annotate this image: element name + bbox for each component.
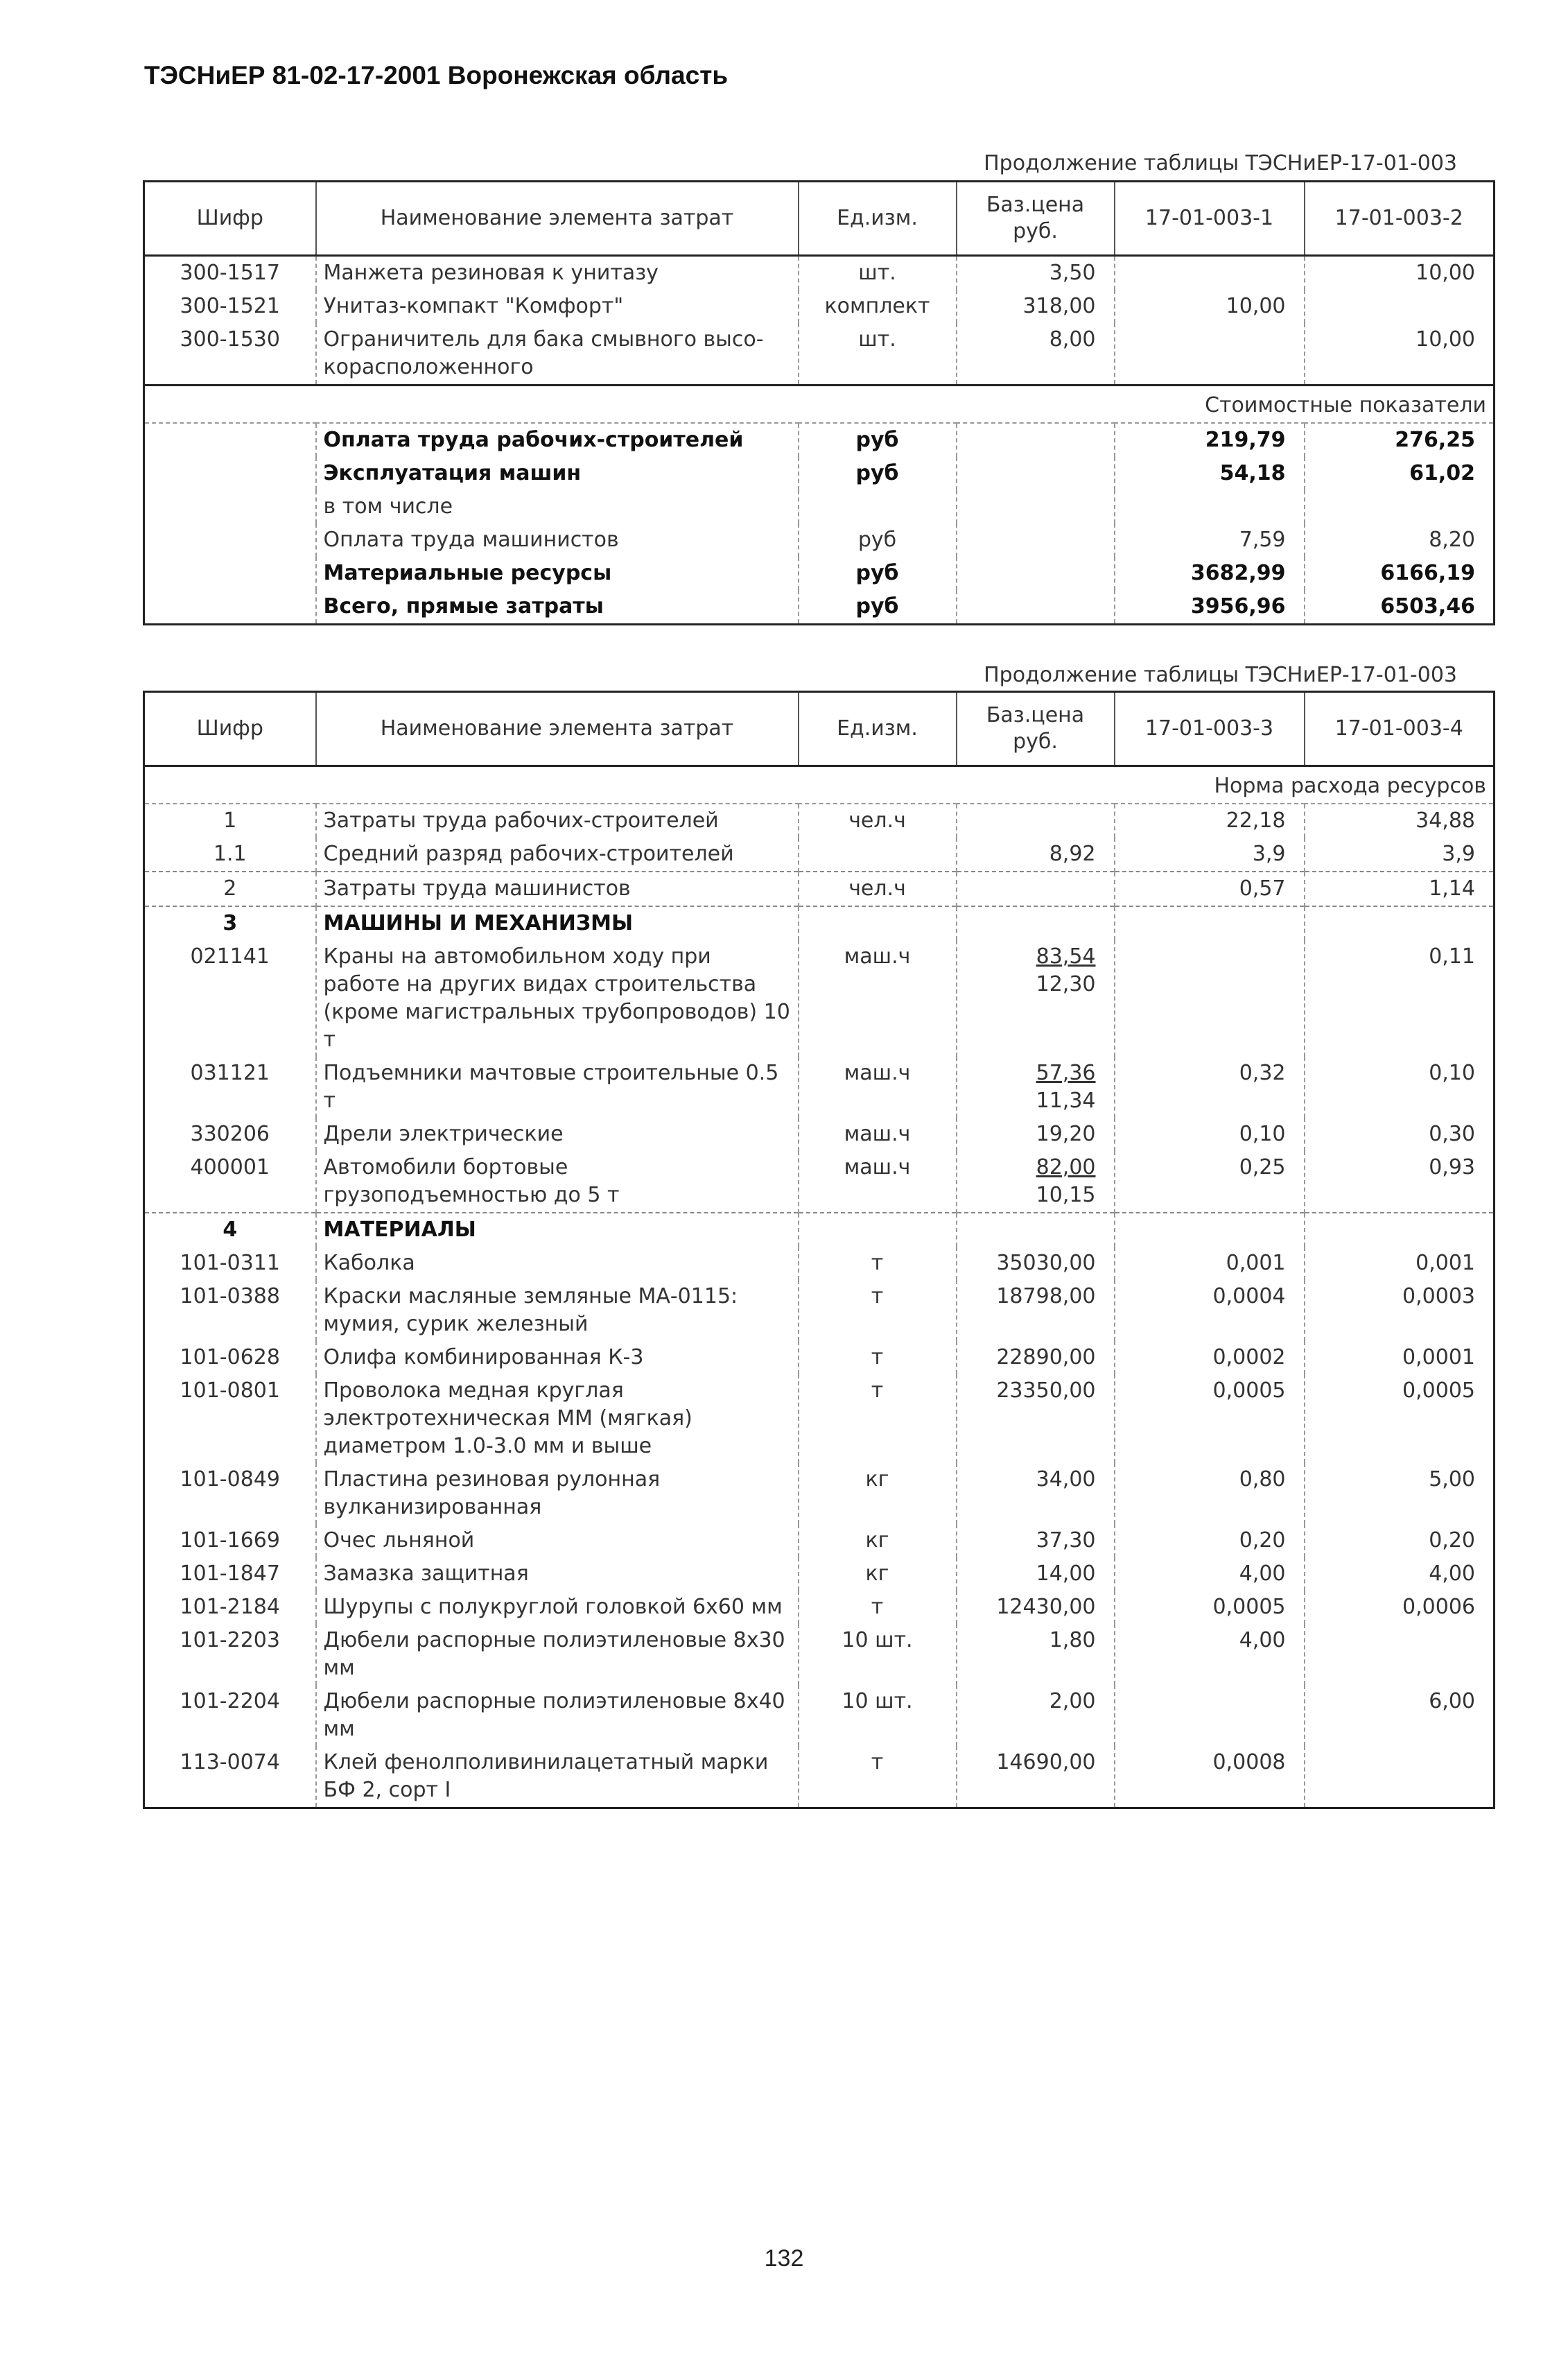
cost-price [957,423,1115,457]
table2 [143,691,1495,1809]
machine-price-labor: 10,15 [1036,1183,1096,1207]
norm-value-2: 4,00 [1305,1557,1495,1591]
material-row [144,1557,1495,1591]
material-name: Дюбели распорные полиэтиленовые 8х30 мм [316,1624,799,1685]
norm-value-1 [1115,323,1305,386]
cost-value-1: 7,59 [1115,524,1305,557]
norm-value-1 [1115,940,1305,1057]
column-header: Шифр [144,182,316,256]
base-price: 37,30 [957,1524,1115,1557]
base-price: 8,00 [957,323,1115,386]
material-code: 101-0849 [180,1467,280,1491]
norm-value-1: 4,00 [1115,1557,1305,1591]
cost-value-1: 219,79 [1115,423,1305,457]
base-price: 34,00 [957,1463,1115,1524]
cost-price [957,590,1115,625]
cost-price [957,490,1115,524]
group-spacer [957,1213,1115,1247]
labor-unit [799,838,957,872]
group-spacer [1305,906,1495,940]
machine-row [144,1057,1495,1118]
cost-row [144,490,1495,524]
material-name: Пластина резиновая рулонная вулканизированная [316,1463,799,1524]
cost-spacer [144,524,316,557]
material-name: Олифа комбинированная К-3 [316,1341,799,1374]
base-price: 2,00 [957,1685,1115,1746]
material-code: 101-1847 [180,1562,280,1586]
group-spacer [1115,1213,1305,1247]
material-row [144,1591,1495,1624]
cost-row [144,557,1495,590]
norm-value-2: 0,0003 [1305,1280,1495,1341]
norm-value-2: 0,93 [1305,1151,1495,1213]
norm-value-2: 34,88 [1305,804,1495,838]
cost-name: в том числе [316,490,799,524]
norm-value-2: 0,0001 [1305,1341,1495,1374]
material-row [144,1624,1495,1685]
norm-value-1: 0,0004 [1115,1280,1305,1341]
cost-price [957,524,1115,557]
material-name: Замазка защитная [316,1557,799,1591]
machine-price-total: 57,36 [1036,1061,1096,1085]
norm-value-1 [1115,256,1305,291]
cost-row [144,524,1495,557]
machine-price-labor: 12,30 [1036,972,1096,996]
material-code: 101-2204 [180,1689,280,1713]
cost-name: Оплата труда рабочих-строителей [316,423,799,457]
norm-value-2: 0,001 [1305,1247,1495,1280]
group-header-row [144,1213,1495,1247]
base-price: 3,50 [957,256,1115,291]
material-unit: 10 шт. [799,1624,957,1685]
cost-row [144,590,1495,625]
material-row [144,1746,1495,1808]
column-header: Баз.цена руб. [957,692,1115,766]
cost-spacer [144,590,316,625]
material-code: 101-0801 [180,1378,280,1403]
cost-unit [799,490,957,524]
resource-row [144,256,1495,291]
labor-row [144,804,1495,838]
resource-name: Унитаз-компакт "Комфорт" [316,290,799,323]
cost-spacer [144,423,316,457]
norm-value-2: 0,0006 [1305,1591,1495,1624]
group-header-row [144,906,1495,940]
column-header: Ед.изм. [799,692,957,766]
resource-code: 300-1517 [180,261,280,285]
section-label: Норма расхода ресурсов [144,766,1495,804]
material-name: Дюбели распорные полиэтиленовые 8х40 мм [316,1685,799,1746]
machine-unit: маш.ч [799,1118,957,1151]
machine-code: 021141 [190,944,270,969]
table2-caption: Продолжение таблицы ТЭСНиЕР-17-01-003 [984,663,1457,687]
norm-value-1 [1115,1685,1305,1746]
machine-unit: маш.ч [799,940,957,1057]
cost-value-2: 6166,19 [1305,557,1495,590]
cost-unit: руб [799,557,957,590]
section-label-row [144,386,1495,424]
cost-name: Эксплуатация машин [316,457,799,490]
material-unit: кг [799,1557,957,1591]
cost-value-1: 54,18 [1115,457,1305,490]
norm-value-2: 0,0005 [1305,1374,1495,1463]
machine-price [957,940,1115,1057]
document-title: ТЭСНиЕР 81-02-17-2001 Воронежская область [144,61,729,89]
material-unit: т [799,1374,957,1463]
material-unit: кг [799,1524,957,1557]
labor-code: 1.1 [213,842,247,866]
column-header: 17-01-003-2 [1305,182,1495,256]
cost-spacer [144,557,316,590]
norm-value-1: 0,001 [1115,1247,1305,1280]
machine-name: Автомобили бортовые грузоподъемностью до 5 т [316,1151,799,1213]
group-spacer [799,906,957,940]
labor-code: 1 [223,808,237,833]
material-code: 113-0074 [180,1750,280,1774]
labor-code: 2 [144,872,316,906]
norm-value-1: 0,80 [1115,1463,1305,1524]
cost-spacer [144,457,316,490]
material-name: Клей фенолполивинилацетатный марки БФ 2, сорт I [316,1746,799,1808]
machine-unit: маш.ч [799,1151,957,1213]
material-unit: т [799,1280,957,1341]
material-unit: т [799,1591,957,1624]
group-spacer [957,906,1115,940]
base-price: 22890,00 [957,1341,1115,1374]
cost-value-2: 61,02 [1305,457,1495,490]
column-header: Ед.изм. [799,182,957,256]
cost-unit: руб [799,590,957,625]
material-row [144,1247,1495,1280]
cost-unit: руб [799,457,957,490]
resource-row [144,290,1495,323]
base-price: 18798,00 [957,1280,1115,1341]
resource-name: Манжета резиновая к унитазу [316,256,799,291]
labor-price [957,872,1115,906]
norm-value-1: 4,00 [1115,1624,1305,1685]
base-price: 12430,00 [957,1591,1115,1624]
norm-value-2 [1305,1746,1495,1808]
resource-unit: комплект [799,290,957,323]
base-price: 318,00 [957,290,1115,323]
group-number: 3 [144,906,316,940]
material-row [144,1524,1495,1557]
resource-name: Ограничитель для бака смывного высо-корасположенного [316,323,799,386]
column-header: 17-01-003-1 [1115,182,1305,256]
group-title: МАШИНЫ И МЕХАНИЗМЫ [316,906,799,940]
table2-body [144,692,1495,1808]
material-row [144,1374,1495,1463]
norm-value-2 [1305,290,1495,323]
column-header: 17-01-003-4 [1305,692,1495,766]
machine-code: 400001 [190,1155,270,1179]
table1-header-row [144,182,1495,256]
machine-price-labor: 11,34 [1036,1089,1096,1113]
norm-value-2: 0,10 [1305,1057,1495,1118]
material-name: Проволока медная круглая электротехническая ММ (мягкая) диаметром 1.0-3.0 мм и выше [316,1374,799,1463]
material-code: 101-0628 [180,1345,280,1369]
material-row [144,1685,1495,1746]
machine-row [144,1151,1495,1213]
labor-row [144,872,1495,906]
norm-value-2: 3,9 [1305,838,1495,872]
norm-value-2: 10,00 [1305,256,1495,291]
cost-value-2: 6503,46 [1305,590,1495,625]
machine-price [957,1151,1115,1213]
base-price: 14690,00 [957,1746,1115,1808]
norm-value-2: 6,00 [1305,1685,1495,1746]
norm-value-1: 3,9 [1115,838,1305,872]
cost-spacer [144,490,316,524]
resource-code: 300-1530 [180,327,280,352]
resource-row [144,323,1495,386]
cost-price [957,557,1115,590]
material-unit: 10 шт. [799,1685,957,1746]
base-price: 14,00 [957,1557,1115,1591]
material-row [144,1341,1495,1374]
cost-row [144,457,1495,490]
labor-name: Затраты труда рабочих-строителей [316,804,799,838]
machine-name: Подъемники мачтовые строительные 0.5 т [316,1057,799,1118]
table1-caption: Продолжение таблицы ТЭСНиЕР-17-01-003 [984,151,1457,175]
material-unit: т [799,1247,957,1280]
material-name: Шурупы с полукруглой головкой 6х60 мм [316,1591,799,1624]
base-price: 35030,00 [957,1247,1115,1280]
resource-code: 300-1521 [180,294,280,318]
group-title: МАТЕРИАЛЫ [316,1213,799,1247]
section-label: Стоимостные показатели [144,386,1495,424]
group-spacer [799,1213,957,1247]
labor-unit: чел.ч [799,804,957,838]
material-code: 101-0388 [180,1284,280,1308]
cost-value-2: 276,25 [1305,423,1495,457]
norm-value-2: 1,14 [1305,872,1495,906]
resource-unit: шт. [799,323,957,386]
cost-value-2: 8,20 [1305,524,1495,557]
machine-code: 031121 [190,1061,270,1085]
machine-price-total: 83,54 [1036,944,1096,969]
base-price: 23350,00 [957,1374,1115,1463]
norm-value-1: 10,00 [1115,290,1305,323]
norm-value-1: 0,0002 [1115,1341,1305,1374]
machine-price-total: 19,20 [1036,1122,1096,1146]
machine-unit: маш.ч [799,1057,957,1118]
table1 [143,180,1495,625]
column-header: Наименование элемента затрат [316,182,799,256]
section-label-row [144,766,1495,804]
resource-unit: шт. [799,256,957,291]
machine-row [144,940,1495,1057]
column-header: Баз.цена руб. [957,182,1115,256]
norm-value-1: 22,18 [1115,804,1305,838]
cost-unit: руб [799,524,957,557]
norm-value-1: 0,0005 [1115,1374,1305,1463]
machine-name: Дрели электрические [316,1118,799,1151]
column-header: 17-01-003-3 [1115,692,1305,766]
group-number: 4 [144,1213,316,1247]
machine-price [957,1057,1115,1118]
norm-value-2: 5,00 [1305,1463,1495,1524]
material-code: 101-2203 [180,1628,280,1652]
table2-header-row [144,692,1495,766]
norm-value-2: 10,00 [1305,323,1495,386]
machine-price [957,1118,1115,1151]
cost-name: Всего, прямые затраты [316,590,799,625]
cost-row [144,423,1495,457]
norm-value-1: 0,20 [1115,1524,1305,1557]
cost-value-1: 3956,96 [1115,590,1305,625]
material-unit: кг [799,1463,957,1524]
cost-unit: руб [799,423,957,457]
labor-row [144,838,1495,872]
material-code: 101-0311 [180,1251,280,1275]
cost-value-1 [1115,490,1305,524]
material-row [144,1280,1495,1341]
labor-price: 8,92 [957,838,1115,872]
group-spacer [1305,1213,1495,1247]
material-code: 101-1669 [180,1528,280,1552]
material-name: Очес льняной [316,1524,799,1557]
material-code: 101-2184 [180,1595,280,1619]
column-header: Шифр [144,692,316,766]
machine-name: Краны на автомобильном ходу при работе на других видах строительства (кроме магистральных трубопроводов) 10 т [316,940,799,1057]
norm-value-1: 0,25 [1115,1151,1305,1213]
machine-row [144,1118,1495,1151]
material-row [144,1463,1495,1524]
cost-name: Материальные ресурсы [316,557,799,590]
material-unit: т [799,1746,957,1808]
labor-name: Затраты труда машинистов [316,872,799,906]
cost-price [957,457,1115,490]
norm-value-2: 0,11 [1305,940,1495,1057]
cost-value-2 [1305,490,1495,524]
norm-value-1: 0,10 [1115,1118,1305,1151]
norm-value-1: 0,0005 [1115,1591,1305,1624]
norm-value-1: 0,0008 [1115,1746,1305,1808]
material-name: Краски масляные земляные МА-0115: мумия, сурик железный [316,1280,799,1341]
machine-price-total: 82,00 [1036,1155,1096,1179]
norm-value-2: 0,30 [1305,1118,1495,1151]
labor-unit: чел.ч [799,872,957,906]
cost-value-1: 3682,99 [1115,557,1305,590]
machine-code: 330206 [190,1122,270,1146]
page-number: 132 [764,2245,804,2272]
norm-value-2: 0,20 [1305,1524,1495,1557]
material-name: Каболка [316,1247,799,1280]
labor-name: Средний разряд рабочих-строителей [316,838,799,872]
labor-price [957,804,1115,838]
column-header: Наименование элемента затрат [316,692,799,766]
cost-name: Оплата труда машинистов [316,524,799,557]
norm-value-1: 0,57 [1115,872,1305,906]
group-spacer [1115,906,1305,940]
base-price: 1,80 [957,1624,1115,1685]
norm-value-1: 0,32 [1115,1057,1305,1118]
table1-body [144,182,1495,625]
norm-value-2 [1305,1624,1495,1685]
material-unit: т [799,1341,957,1374]
